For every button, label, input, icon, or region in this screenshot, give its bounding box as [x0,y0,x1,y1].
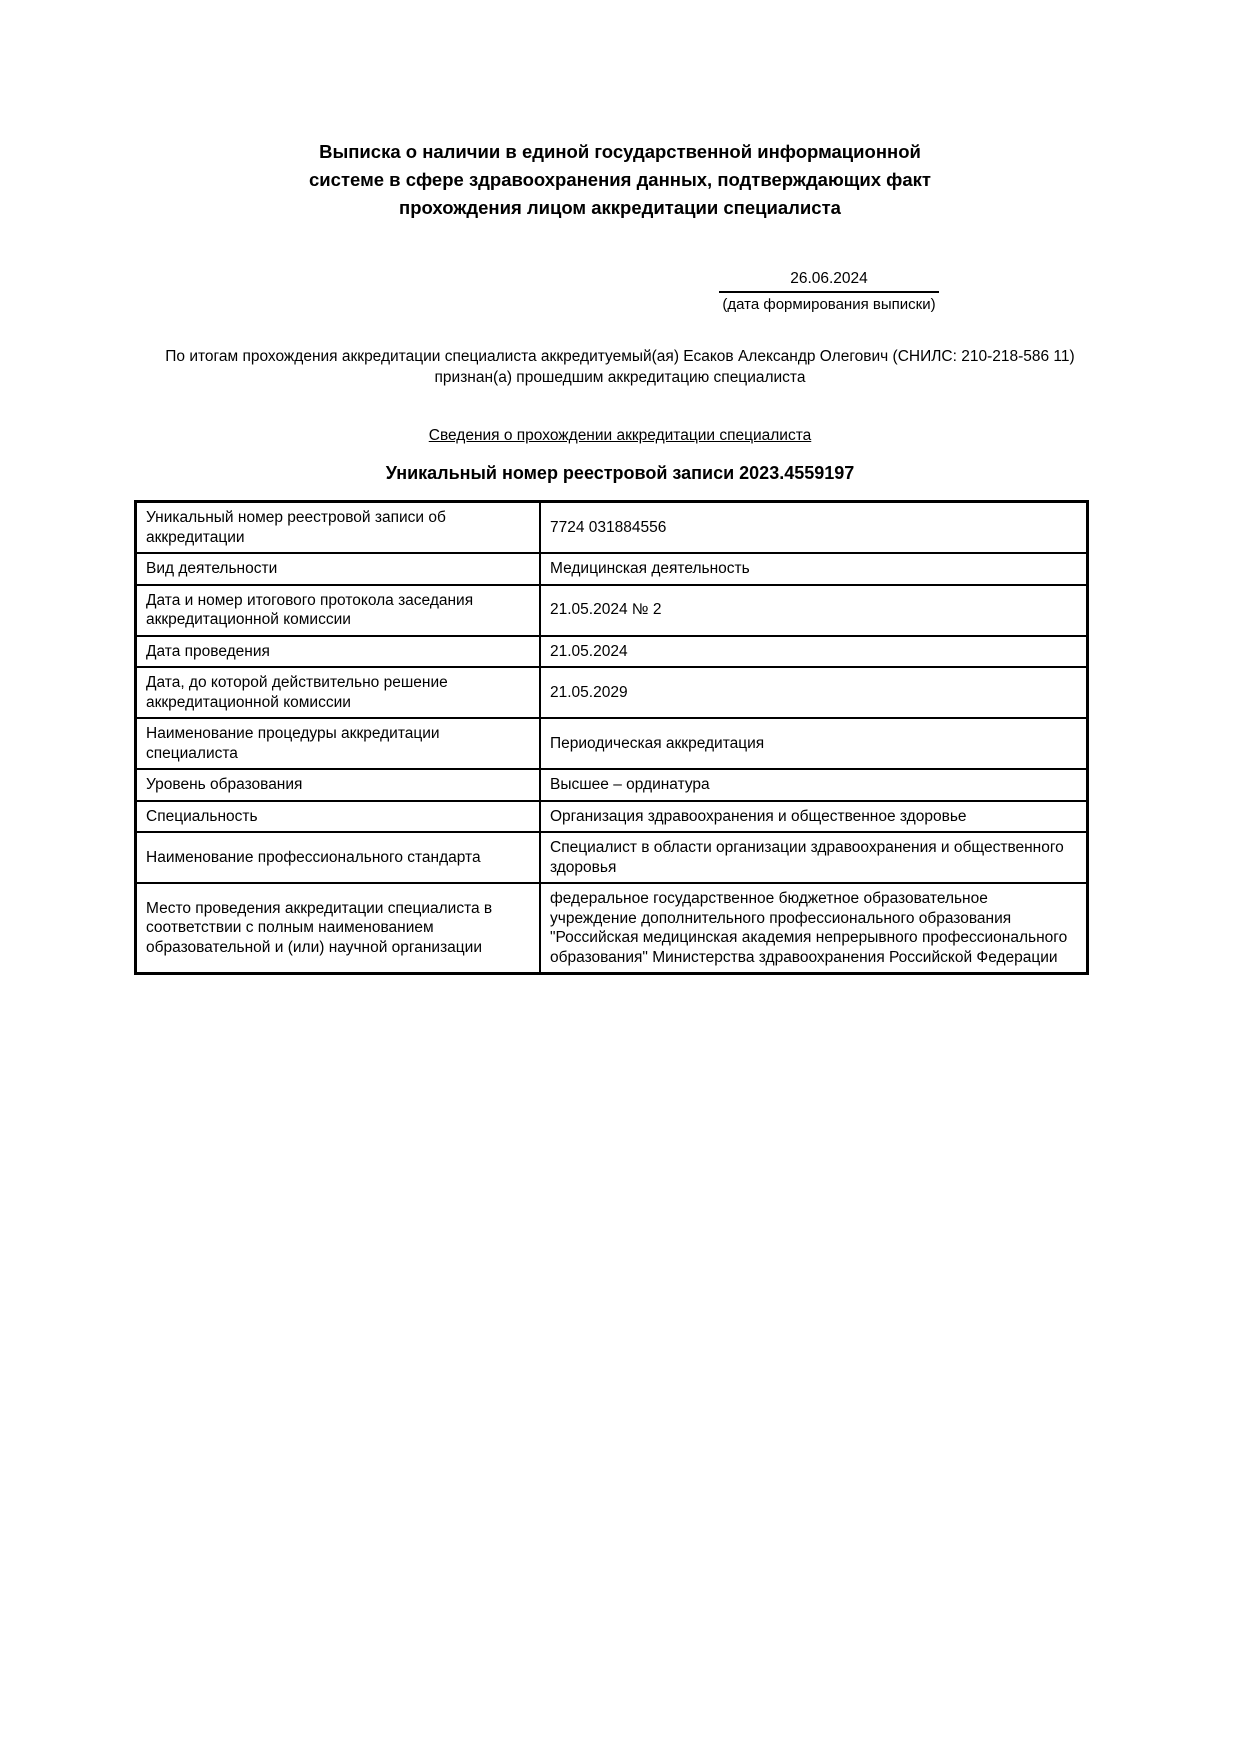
row-value: Высшее – ординатура [540,769,1088,801]
intro-paragraph-line: По итогам прохождения аккредитации специалиста аккредитуемый(ая) Есаков Александр Олегович (СНИЛС: 210-218-586 11) [165,348,1075,365]
row-value: Медицинская деятельность [540,553,1088,585]
row-value: федеральное государственное бюджетное образовательное учреждение дополнительного профессионального образования "Российская медицинская академия непрерывного профессионального образования" Министерства здравоохранения Российской Федерации [540,883,1088,974]
row-label: Дата и номер итогового протокола заседания аккредитационной комиссии [136,585,541,636]
row-value: Периодическая аккредитация [540,718,1088,769]
table-row [136,769,1088,801]
document-title-line: системе в сфере здравоохранения данных, подтверждающих факт [309,169,931,190]
table-row [136,883,1088,974]
row-label: Место проведения аккредитации специалиста в соответствии с полным наименованием образовательной и (или) научной организации [136,883,541,974]
table-row [136,553,1088,585]
row-value: Организация здравоохранения и общественное здоровье [540,801,1088,833]
extract-date-caption: (дата формирования выписки) [722,296,936,313]
extract-date-block [719,268,939,314]
row-label: Вид деятельности [136,553,541,585]
table-row [136,585,1088,636]
extract-date: 26.06.2024 [719,268,939,293]
row-label: Уникальный номер реестровой записи об аккредитации [136,502,541,554]
intro-paragraph [125,346,1115,388]
row-label: Наименование процедуры аккредитации специалиста [136,718,541,769]
row-value: 21.05.2024 [540,636,1088,668]
row-value: Специалист в области организации здравоохранения и общественного здоровья [540,832,1088,883]
row-label: Дата, до которой действительно решение аккредитационной комиссии [136,667,541,718]
registry-record-number: Уникальный номер реестровой записи 2023.4559197 [385,463,855,483]
document-title [270,138,970,222]
table-row [136,832,1088,883]
table-row [136,801,1088,833]
row-label: Специальность [136,801,541,833]
row-label: Дата проведения [136,636,541,668]
document-title-line: Выписка о наличии в единой государственной информационной [319,141,921,162]
row-label: Уровень образования [136,769,541,801]
document-title-line: прохождения лицом аккредитации специалиста [399,197,841,218]
intro-paragraph-line: признан(а) прошедшим аккредитацию специалиста [434,369,806,386]
section-heading: Сведения о прохождении аккредитации специалиста [428,427,812,444]
row-value: 21.05.2029 [540,667,1088,718]
row-value: 7724 031884556 [540,502,1088,554]
table-row [136,718,1088,769]
row-value: 21.05.2024 № 2 [540,585,1088,636]
table-row [136,667,1088,718]
row-label: Наименование профессионального стандарта [136,832,541,883]
table-row [136,636,1088,668]
table-row [136,502,1088,554]
accreditation-table [134,500,1089,975]
